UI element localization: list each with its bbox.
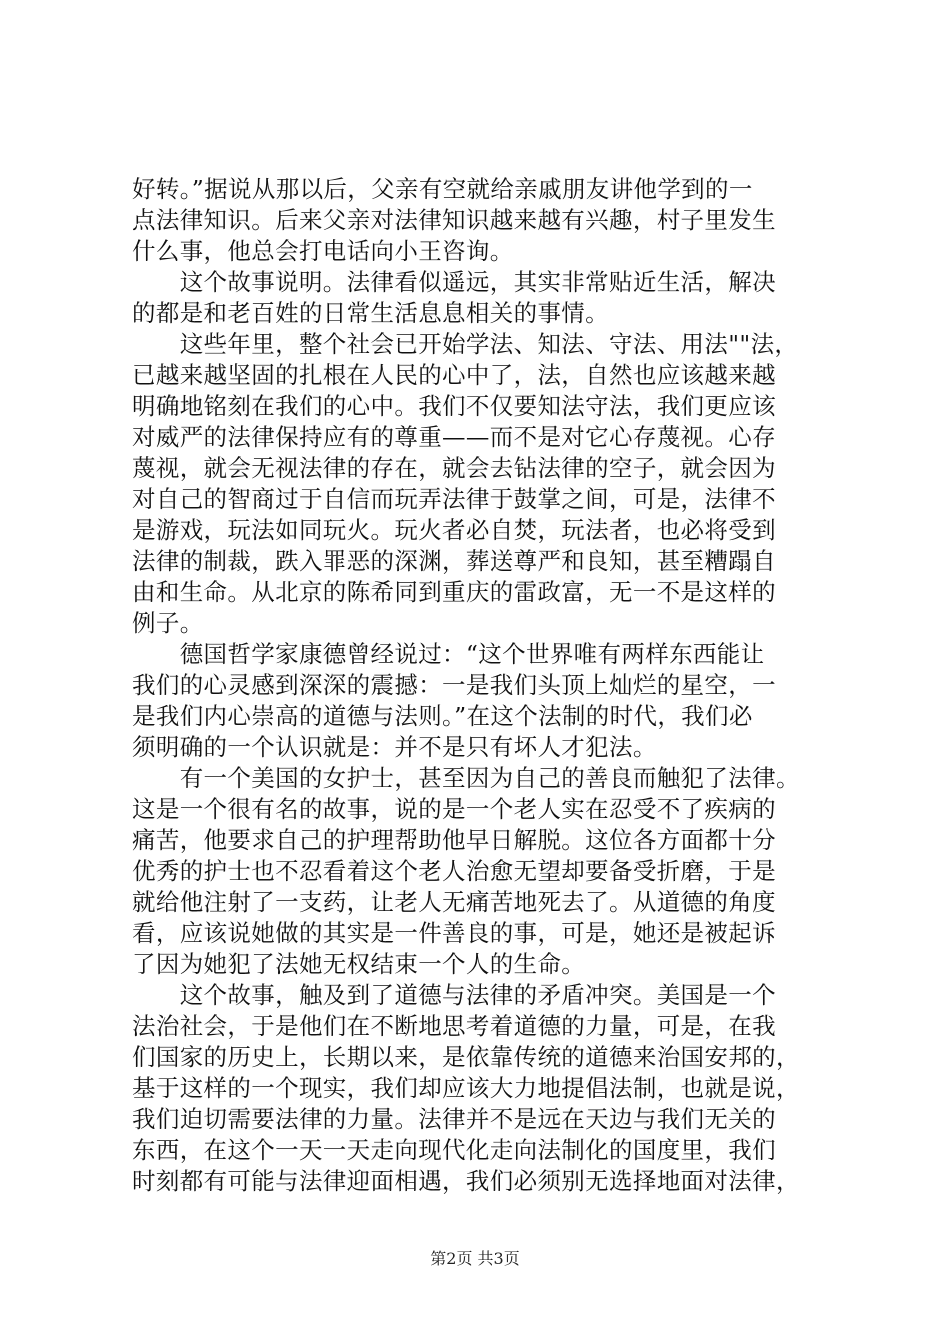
text-line: 时刻都有可能与法律迎面相遇，我们必须别无选择地面对法律， [132,1167,800,1195]
text-line: 例子。 [132,609,204,637]
text-line: 点法律知识。后来父亲对法律知识越来越有兴趣，村子里发生 [132,206,776,234]
text-line: 由和生命。从北京的陈希同到重庆的雷政富，无一不是这样的 [132,578,776,606]
text-line: 看，应该说她做的其实是一件善良的事，可是，她还是被起诉 [132,919,776,947]
text-line: 我们的心灵感到深深的震撼：一是我们头顶上灿烂的星空，一 [132,671,776,699]
text-line: 这个故事说明。法律看似遥远，其实非常贴近生活，解决 [132,268,776,296]
text-line: 这些年里，整个社会已开始学法、知法、守法、用法""法， [132,330,799,358]
text-line: 法治社会，于是他们在不断地思考着道德的力量，可是，在我 [132,1012,776,1040]
text-line: 已越来越坚固的扎根在人民的心中了，法，自然也应该越来越 [132,361,776,389]
text-line: 法律的制裁，跌入罪恶的深渊，葬送尊严和良知，甚至糟蹋自 [132,547,776,575]
text-line: 德国哲学家康德曾经说过：“这个世界唯有两样东西能让 [132,640,765,668]
text-line: 了因为她犯了法她无权结束一个人的生命。 [132,950,586,978]
text-line: 东西，在这个一天一天走向现代化走向法制化的国度里，我们 [132,1136,776,1164]
text-line: 是游戏，玩法如同玩火。玩火者必自焚，玩法者，也必将受到 [132,516,776,544]
text-line: 须明确的一个认识就是：并不是只有坏人才犯法。 [132,733,657,761]
text-line: 明确地铭刻在我们的心中。我们不仅要知法守法，我们更应该 [132,392,776,420]
text-line: 痛苦，他要求自己的护理帮助他早日解脱。这位各方面都十分 [132,826,776,854]
text-line: 这个故事，触及到了道德与法律的矛盾冲突。美国是一个 [132,981,776,1009]
text-line: 好转。”据说从那以后，父亲有空就给亲戚朋友讲他学到的一 [132,175,753,203]
text-line: 是我们内心崇高的道德与法则。”在这个法制的时代，我们必 [132,702,753,730]
text-line: 这是一个很有名的故事，说的是一个老人实在忍受不了疾病的 [132,795,776,823]
text-line: 对威严的法律保持应有的尊重——而不是对它心存蔑视。心存 [132,423,776,451]
text-line: 对自己的智商过于自信而玩弄法律于鼓掌之间，可是，法律不 [132,485,776,513]
text-line: 基于这样的一个现实，我们却应该大力地提倡法制，也就是说， [132,1074,800,1102]
text-line: 我们迫切需要法律的力量。法律并不是远在天边与我们无关的 [132,1105,776,1133]
text-line: 们国家的历史上，长期以来，是依靠传统的道德来治国安邦的， [132,1043,800,1071]
text-line: 的都是和老百姓的日常生活息息相关的事情。 [132,299,609,327]
page-footer: 第2页 共3页 [430,1249,520,1268]
text-line: 什么事，他总会打电话向小王咨询。 [132,237,514,265]
text-line: 蔑视，就会无视法律的存在，就会去钻法律的空子，就会因为 [132,454,776,482]
text-line: 优秀的护士也不忍看着这个老人治愈无望却要备受折磨，于是 [132,857,776,885]
text-line: 有一个美国的女护士，甚至因为自己的善良而触犯了法律。 [132,764,800,792]
text-line: 就给他注射了一支药，让老人无痛苦地死去了。从道德的角度 [132,888,776,916]
